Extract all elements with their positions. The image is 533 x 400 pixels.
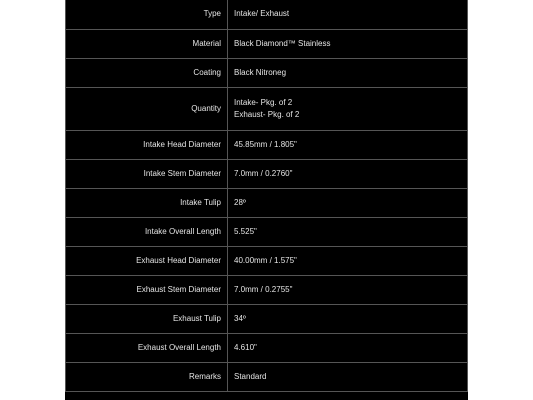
table-row (66, 362, 468, 391)
spec-label-exhaust-tulip: Exhaust Tulip (66, 304, 228, 333)
table-row (66, 217, 468, 246)
spec-label-remarks: Remarks (66, 362, 228, 391)
spec-label-exhaust-head-diameter: Exhaust Head Diameter (66, 246, 228, 275)
spec-value-coating: Black Nitroneg (228, 58, 468, 87)
spec-value-exhaust-stem-diameter: 7.0mm / 0.2755" (228, 275, 468, 304)
spec-label-exhaust-overall-length: Exhaust Overall Length (66, 333, 228, 362)
spec-value-intake-head-diameter: 45.85mm / 1.805" (228, 130, 468, 159)
spec-value-material: Black Diamond™ Stainless (228, 29, 468, 58)
table-row (66, 246, 468, 275)
spec-value-exhaust-tulip: 34º (228, 304, 468, 333)
spec-label-intake-overall-length: Intake Overall Length (66, 217, 228, 246)
spec-label-intake-tulip: Intake Tulip (66, 188, 228, 217)
spec-label-type: Type (66, 0, 228, 29)
spec-value-quantity (228, 87, 468, 130)
spec-value-type: Intake/ Exhaust (228, 0, 468, 29)
quantity-exhaust: Exhaust- Pkg. of 2 (234, 109, 300, 119)
spec-value-intake-overall-length: 5.525" (228, 217, 468, 246)
table-row (66, 87, 468, 130)
spec-value-exhaust-head-diameter: 40.00mm / 1.575" (228, 246, 468, 275)
spec-value-remarks: Standard (228, 362, 468, 391)
spec-value-intake-stem-diameter: 7.0mm / 0.2760" (228, 159, 468, 188)
spec-label-exhaust-stem-diameter: Exhaust Stem Diameter (66, 275, 228, 304)
spec-value-intake-tulip: 28º (228, 188, 468, 217)
spec-sheet (65, 0, 468, 400)
table-row (66, 188, 468, 217)
spec-label-quantity: Quantity (66, 87, 228, 130)
table-row (66, 58, 468, 87)
quantity-intake: Intake- Pkg. of 2 (234, 97, 293, 107)
table-row (66, 333, 468, 362)
spec-label-intake-head-diameter: Intake Head Diameter (66, 130, 228, 159)
table-row (66, 29, 468, 58)
spec-table (65, 0, 468, 392)
spec-label-intake-stem-diameter: Intake Stem Diameter (66, 159, 228, 188)
table-row (66, 130, 468, 159)
spec-label-coating: Coating (66, 58, 228, 87)
table-row (66, 0, 468, 29)
table-row (66, 304, 468, 333)
spec-label-material: Material (66, 29, 228, 58)
table-row (66, 275, 468, 304)
spec-value-exhaust-overall-length: 4.610" (228, 333, 468, 362)
table-row (66, 159, 468, 188)
